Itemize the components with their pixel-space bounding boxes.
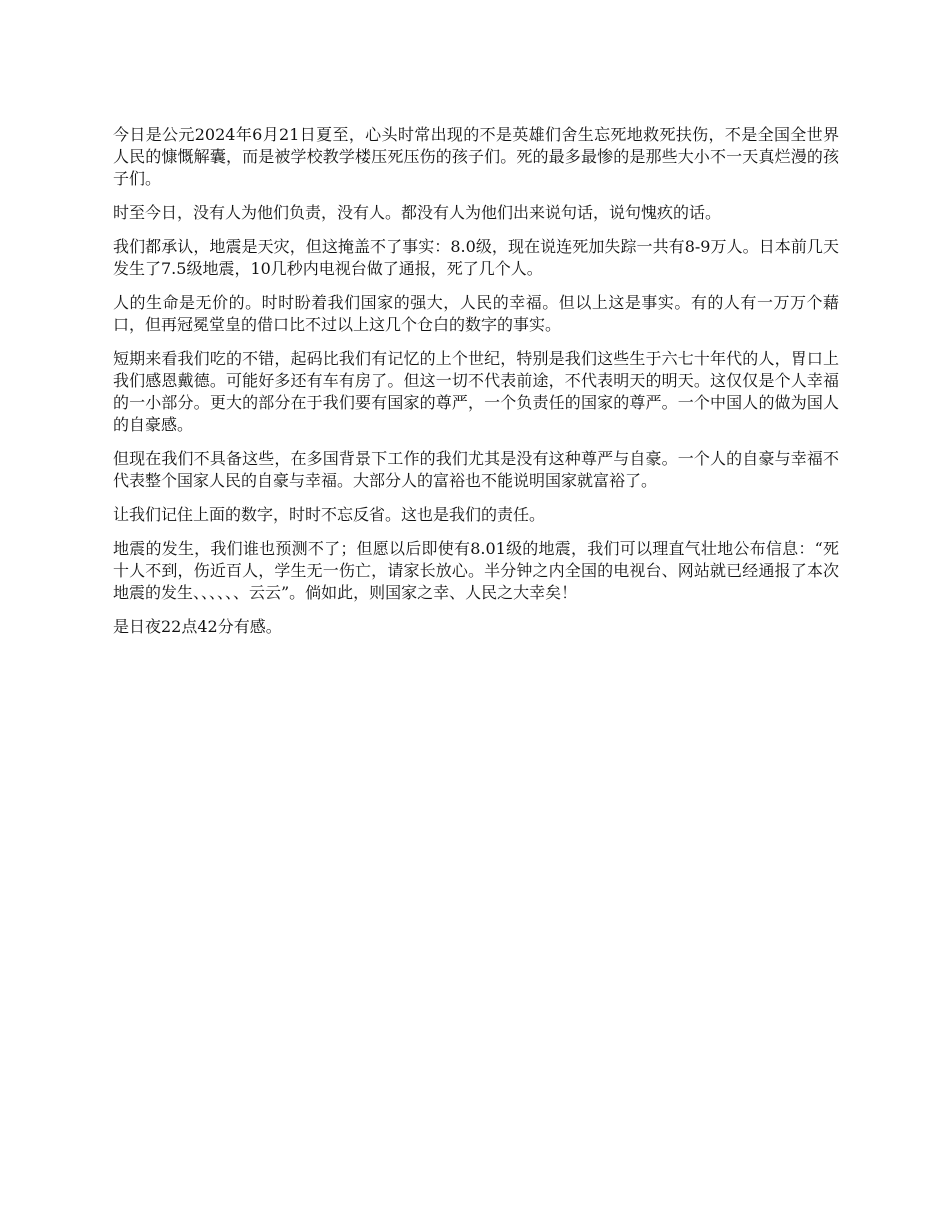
paragraph: 但现在我们不具备这些，在多国背景下工作的我们尤其是没有这种尊严与自豪。一个人的自豪与幸福不代表整个国家人民的自豪与幸福。大部分人的富裕也不能说明国家就富裕了。 bbox=[113, 449, 839, 490]
paragraph: 今日是公元2024年6月21日夏至，心头时常出现的不是英雄们舍生忘死地救死扶伤，不是全国全世界人民的慷慨解囊，而是被学校教学楼压死压伤的孩子们。死的最多最惨的是那些大小不一天真烂漫的孩子们。 bbox=[113, 125, 839, 188]
document-body bbox=[113, 124, 839, 650]
paragraph: 短期来看我们吃的不错，起码比我们有记忆的上个世纪，特别是我们这些生于六七十年代的人，胃口上我们感恩戴德。可能好多还有车有房了。但这一切不代表前途，不代表明天的明天。这仅仅是个人幸福的一小部分。更大的部分在于我们要有国家的尊严，一个负责任的国家的尊严。一个中国人的做为国人的自豪感。 bbox=[113, 349, 839, 434]
paragraph: 地震的发生，我们谁也预测不了；但愿以后即使有8.01级的地震，我们可以理直气壮地公布信息：“死十人不到，伤近百人，学生无一伤亡，请家长放心。半分钟之内全国的电视台、网站就已经通报了本次地震的发生、、、、、、云云”。倘如此，则国家之幸、人民之大幸矣！ bbox=[113, 539, 839, 602]
paragraph: 时至今日，没有人为他们负责，没有人。都没有人为他们出来说句话，说句愧疚的话。 bbox=[113, 203, 722, 222]
paragraph: 人的生命是无价的。时时盼着我们国家的强大，人民的幸福。但以上这是事实。有的人有一万万个藉口，但再冠冕堂皇的借口比不过以上这几个仓白的数字的事实。 bbox=[113, 293, 839, 334]
paragraph: 我们都承认，地震是天灾，但这掩盖不了事实：8.0级，现在说连死加失踪一共有8-9万人。日本前几天发生了7.5级地震，10几秒内电视台做了通报，死了几个人。 bbox=[113, 237, 839, 278]
paragraph: 让我们记住上面的数字，时时不忘反省。这也是我们的责任。 bbox=[113, 505, 546, 524]
paragraph: 是日夜22点42分有感。 bbox=[113, 617, 282, 636]
